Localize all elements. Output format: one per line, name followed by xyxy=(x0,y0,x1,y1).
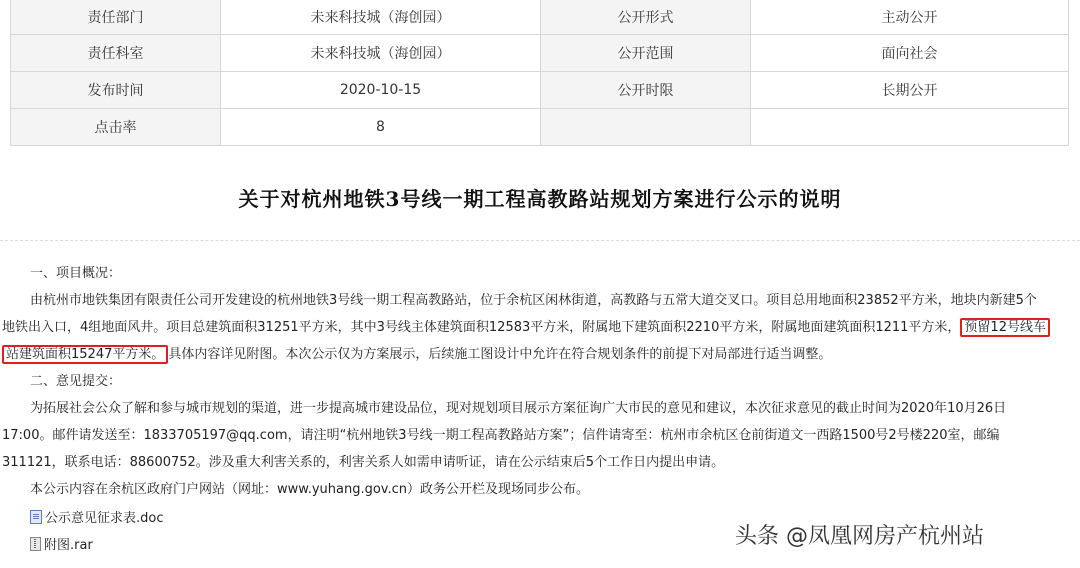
table-row xyxy=(11,72,1069,109)
label-cell: 发布时间 xyxy=(11,72,221,109)
value-cell: 未来科技城（海创园） xyxy=(221,35,541,72)
value-cell: 长期公开 xyxy=(751,72,1069,109)
label-cell: 公开时限 xyxy=(541,72,751,109)
highlighted-text: 预留12号线车 xyxy=(960,318,1050,337)
attachment-link[interactable] xyxy=(30,534,93,553)
watermark: 头条 @凤凰网房产杭州站 xyxy=(735,524,984,549)
label-cell: 公开范围 xyxy=(541,35,751,72)
value-cell: 2020-10-15 xyxy=(221,72,541,109)
label-cell xyxy=(541,109,751,146)
rar-archive-icon xyxy=(30,537,41,551)
page-title: 关于对杭州地铁3号线一期工程高教路站规划方案进行公示的说明 xyxy=(238,187,842,211)
highlighted-text: 站建筑面积15247平方米。 xyxy=(2,345,168,364)
paragraph-line xyxy=(2,341,831,368)
paragraph-line xyxy=(2,314,1050,341)
value-cell: 未来科技城（海创园） xyxy=(221,0,541,35)
label-cell: 公开形式 xyxy=(541,0,751,35)
value-cell: 面向社会 xyxy=(751,35,1069,72)
divider xyxy=(0,240,1080,241)
attachment-name[interactable]: 公示意见征求表.doc xyxy=(45,511,164,526)
paragraph-text: 地铁出入口，4组地面风井。项目总建筑面积31251平方米，其中3号线主体建筑面积12583平方米，附属地下建筑面积2210平方米，附属地面建筑面积1211平方米， xyxy=(2,320,961,335)
table-row xyxy=(11,35,1069,72)
value-cell: 主动公开 xyxy=(751,0,1069,35)
label-cell: 点击率 xyxy=(11,109,221,146)
attachment-link[interactable] xyxy=(30,507,164,526)
info-table xyxy=(10,0,1069,146)
table-row xyxy=(11,0,1069,35)
label-cell: 责任科室 xyxy=(11,35,221,72)
label-cell: 责任部门 xyxy=(11,0,221,35)
paragraph-line: 由杭州市地铁集团有限责任公司开发建设的杭州地铁3号线一期工程高教路站，位于余杭区闲林街道，高教路与五常大道交叉口。项目总用地面积23852平方米，地块内新建5个 xyxy=(30,293,1037,308)
section-heading: 二、意见提交： xyxy=(30,374,122,389)
paragraph-line: 为拓展社会公众了解和参与城市规划的渠道，进一步提高城市建设品位，现对规划项目展示方案征询广大市民的意见和建议，本次征求意见的截止时间为2020年10月26日 xyxy=(30,401,1007,416)
table-row xyxy=(11,109,1069,146)
paragraph-text: 具体内容详见附图。本次公示仅为方案展示，后续施工图设计中允许在符合规划条件的前提下对局部进行适当调整。 xyxy=(168,347,832,362)
paragraph-line: 17:00。邮件请发送至：1833705197@qq.com，请注明“杭州地铁3号线一期工程高教路站方案”；信件请寄至：杭州市余杭区仓前街道文一西路1500号2号楼220室，邮编 xyxy=(2,428,1000,443)
paragraph-line: 311121，联系电话：88600752。涉及重大利害关系的，利害关系人如需申请听证，请在公示结束后5个工作日内提出申请。 xyxy=(2,455,725,470)
value-cell: 8 xyxy=(221,109,541,146)
paragraph-line: 本公示内容在余杭区政府门户网站（网址：www.yuhang.gov.cn）政务公开栏及现场同步公布。 xyxy=(30,482,590,497)
attachment-name[interactable]: 附图.rar xyxy=(44,538,93,553)
section-heading: 一、项目概况： xyxy=(30,266,122,281)
word-doc-icon xyxy=(30,510,42,524)
value-cell xyxy=(751,109,1069,146)
